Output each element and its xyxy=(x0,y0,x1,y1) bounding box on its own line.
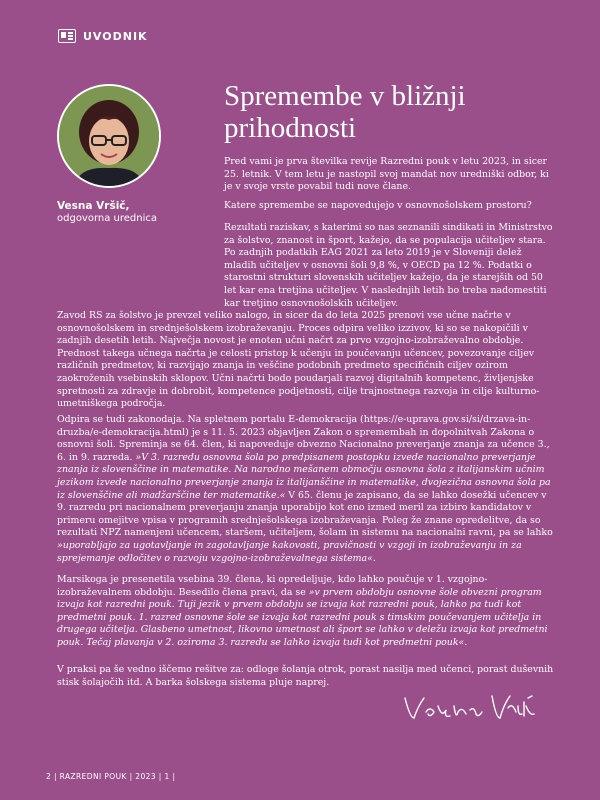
body-paragraph-article-39 xyxy=(57,574,554,650)
intro-question: Katere spremembe se napovedujejo v osnovnošolskem prostoru? xyxy=(224,200,532,211)
section-header xyxy=(58,29,148,43)
author-signature xyxy=(400,692,540,724)
article-39-text: Marsikoga je presenetila vsebina 39. člena, ki opredeljuje, kdo lahko poučuje v 1. vzgojno-izobraževalnem obdobju. Besedilo člena pravi, da se xyxy=(57,574,488,598)
article-title: Spremembe v bližnji prihodnosti xyxy=(224,80,466,144)
body-paragraph-closing: V praksi pa še vedno iščemo rešitve za: odloge šolanja otrok, porast nasilja med učenci, porast duševnih stisk šolajočih itd. A barka šolskega sistema pluje naprej. xyxy=(57,664,554,688)
author-portrait xyxy=(59,86,159,186)
legislation-text-c: V 65. členu je zapisano, da se lahko dosežki učencev v 9. razredu pri nacionalnem preverjanju znanja uporabijo kot eno izmed meril za izbiro kandidatov v primeru omejitve vpisa v programih srednješolskega izobraževanja. Poleg že znane opredelitve, da so rezultati NPZ namenjeni učencem, staršem, učiteljem, šolam in sistemu na nacionalni ravni, pa se lahko xyxy=(57,489,553,539)
author-role: odgovorna urednica xyxy=(57,213,158,224)
legislation-quote-1: »V 3. razredu osnovna šola po predpisanem postopku izvede nacionalno preverjanje znanja iz slovenščine in matematike. Na narodno mešanem območju osnovna šola z italijanskim učnim jezikom izvede nacionalno preverjanje znanja iz italijanščine in matematike, dvojezična osnovna šola pa iz slovenščine ali madžarščine ter matematike.« xyxy=(57,451,551,501)
intro-paragraph-1: Pred vami je prva številka revije Razredni pouk v letu 2023, in sicer 25. letnik. V tem letu je nastopil svoj mandat nov uredniški odbor, ki je v svoje vrste povabil tudi nove člane. xyxy=(224,156,549,193)
page-footer: 2 | RAZREDNI POUK | 2023 | 1 | xyxy=(46,772,176,781)
document-icon xyxy=(58,29,76,43)
intro-paragraph-3: Rezultati raziskav, s katerimi so nas seznanili sindikati in Ministrstvo za šolstvo, znanost in šport, kažejo, da se populacija učiteljev stara. Po zadnjih podatkih EAG 2021 za leto 2019 je v Sloveniji delež mladih učiteljev v osnovni šoli 9,8 %, v OECD pa 12 %. Podatki o starostni strukturi slovenskih učiteljev kažejo, da je starejših od 50 let kar ena tretjina učiteljev. V naslednjih letih bo treba nadomestiti kar tretjino osnovnošolskih učiteljev. xyxy=(224,222,553,309)
article-39-quote: »v prvem obdobju osnovne šole obvezni program izvaja kot razredni pouk. Tuji jezik v prvem obdobju se izvaja kot razredni pouk, lahko pa tudi kot predmetni pouk. 1. razred osnovne šole se izvaja kot razredni pouk s timskim poučevanjem učitelja in drugega učitelja. Glasbeno umetnost, likovno umetnost ali šport se lahko v deležu izvaja kot predmetni pouk. Tečaj plavanja v 2. oziroma 3. razredu se lahko izvaja tudi kot predmetni pouk«. xyxy=(57,586,548,648)
author-photo xyxy=(57,84,161,188)
body-paragraph-legislation xyxy=(57,414,554,565)
legislation-text-a: Odpira se tudi zakonodaja. Na spletnem portalu E-demokracija (https://e-uprava.gov.si/si/drzava-in-druzba/e-demokracija.html) je s 11. 5. 2023 objavljen Zakon o spremembah in dopolnitvah Zakona o osnovni šoli. Spreminja se 64. člen, ki napoveduje obvezno Nacionalno preverjanje znanja za učence 3., 6. in 9. razreda. xyxy=(57,414,550,463)
legislation-quote-2: »uporabljajo za ugotavljanje in zagotavljanje kakovosti, pravičnosti v vzgoji in izobraževanju in za sprejemanje odločitev o razvoju vzgojno-izobraževalnega sistema«. xyxy=(57,539,522,564)
section-title: UVODNIK xyxy=(83,29,148,43)
author-name: Vesna Vršič, xyxy=(57,200,130,212)
body-paragraph-curriculum: Zavod RS za šolstvo je prevzel veliko nalogo, in sicer da do leta 2025 prenovi vse učne načrte v osnovnošolskem in srednješolskem izobraževanju. Proces odpira veliko izzivov, ki so se nakopičili v zadnjih desetih letih. Največja novost je enoten učni načrt za prvo vzgojno-izobraževalno obdobje. Prednost takega učnega načrta je celosti pristop k učenju in poučevanju učencev, povezovanje ciljev različnih predmetov, ki razvijajo znanja in veščine podobnih predmeto specifičnih ciljev ozirom zaokroženih vsebinskih sklopov. Učni načrti bodo poudarjali razvoj digitalnih kompetenc, življenjske spretnosti za zdravje in dobrobit, kompetence podjetnosti, cilje trajnostnega razvoja in cilje kulturno-umetniškega področja. xyxy=(57,310,540,410)
